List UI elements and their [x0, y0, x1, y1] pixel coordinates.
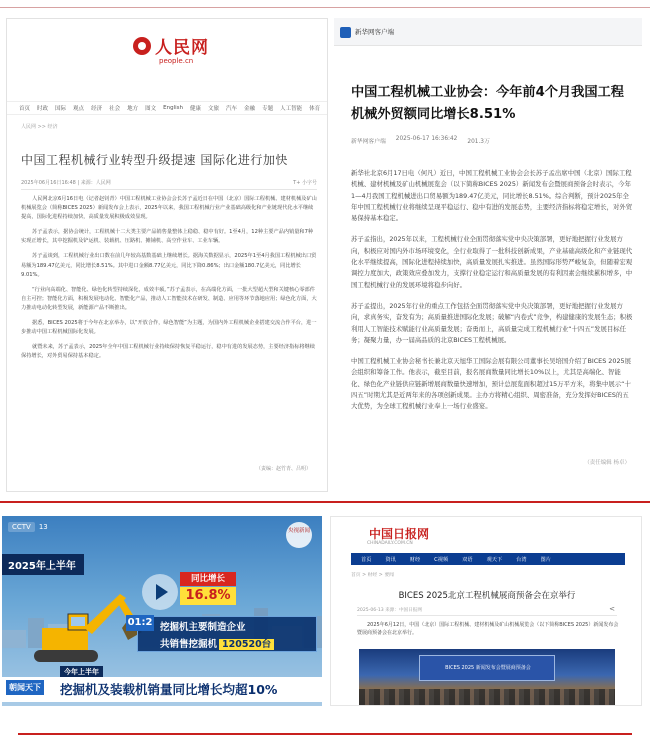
chinadaily-nav-item[interactable]: 财经 — [409, 556, 421, 563]
share-icon[interactable]: < — [609, 605, 615, 613]
xinhua-meta-datetime: 2025-06-17 16:36:42 — [395, 136, 458, 142]
people-nav-item[interactable]: 观点 — [73, 106, 85, 112]
people-paragraph: 据悉，BICES 2025将于今年在北京举办，以“开放合作，绿色智能”为主题，为国内外工程机械企业搭建交流合作平台，进一步推动中国工程机械国际化发展。 — [21, 320, 317, 336]
stat-line-2 — [160, 636, 274, 650]
stage-screen-caption: BICES 2025 新闻发布会暨展商预备会 — [445, 665, 531, 671]
lower-third — [2, 666, 322, 706]
news-video-frame[interactable] — [2, 516, 322, 706]
people-meta-source: 2025年06月16日16:48 | 来源：人民网 — [21, 180, 111, 186]
people-article-title: 中国工程机械行业转型升级提速 国际化进行加快 — [21, 153, 288, 167]
xinhua-article-screenshot — [334, 18, 642, 492]
chinadaily-divider — [357, 615, 617, 616]
people-editor: （责编：赵竹青、吕明） — [255, 466, 311, 472]
conference-photo — [359, 649, 615, 706]
stage-screen — [419, 655, 555, 681]
xinhua-paragraph: 中国工程机械工业协会秘书长兼北京天旭华工国际会展有限公司董事长吴培国介绍了BICES 2025展会组织和筹备工作。他表示，截至目前，报名展商数量同比增长10%以上，尤其是高端化、智能化、绿色化产业链供应链新增展商数量快速增加，预计总展览面积超过15万平方米，将集中展示“十四五”时期尤其是近两年来的各项创新成果。主办方将精心组织、周密准备，充分发挥好BICES的五大优势，为全球工程机械行业奉上一场行业盛宴。 — [351, 357, 631, 411]
people-nav-item[interactable]: 时政 — [37, 106, 49, 112]
audience — [359, 689, 615, 706]
xinhua-editor: （责任编辑 杨卓） — [584, 460, 630, 466]
xinhua-article-meta — [351, 136, 490, 145]
people-nav-item[interactable]: English — [163, 105, 183, 111]
xinhua-paragraph: 新华社北京6月17日电（何凡）近日，中国工程机械工业协会会长苏子孟出席中国（北京）国际工程机械、建材机械及矿山机械展览会（以下简称BICES 2025）新闻发布会暨展商预备会时表示，今年1—4月我国工程机械进出口贸易额为189.47亿美元，同比增长8.51%。综合判断，预计2025年全年中国工程机械行业将继续呈现平稳运行、稳中有进的发展态势，主要经济指标将稳定增长，对外贸易保持基本稳定。 — [351, 169, 633, 223]
people-logo[interactable] — [133, 33, 213, 71]
people-article-body — [21, 195, 317, 367]
people-nav-item[interactable]: 金融 — [244, 106, 256, 112]
stat-tag: 01:2 — [126, 615, 154, 631]
people-paragraph: “行业向高端化、智能化、绿色化转型持续深化，成效丰硕。”苏子孟表示，在高端化方面，一批大型超大型和关键核心零部件自主可控；智能化方面，积极发展电动化、智能化产品，推动人工智能技术在研发、制造、应用等环节落地应用；绿色化方面，大力推动电动化转型发展，新能源产品不断推出。 — [21, 286, 317, 311]
program-logo: 朝闻天下 — [6, 680, 44, 695]
chinadaily-logo-sub: CHINADAILY.COM.CN — [367, 541, 413, 546]
xinhua-app-name[interactable]: 新华网客户端 — [355, 28, 394, 36]
xinhua-article-body — [351, 168, 633, 423]
stat-line-2-prefix: 共销售挖掘机 — [160, 639, 218, 650]
people-font-size-toggle[interactable]: T+ 小字号 — [293, 180, 317, 186]
people-article-screenshot — [6, 18, 328, 492]
people-paragraph: 苏子孟谈到，工程机械行业出口数在前几年较高基数基础上继续增长。据海关数据显示，2025年1至4月我国工程机械出口贸易额为189.47亿美元，同比增长8.51%。其中进口金额8.77亿美元，同比下降0.86%；出口金额180.7亿美元，同比增长9.01%。 — [21, 253, 317, 278]
chinadaily-nav-item[interactable]: 图片 — [540, 556, 551, 563]
people-nav — [7, 101, 328, 115]
sales-stat-panel — [127, 616, 317, 652]
people-article-meta — [21, 179, 317, 186]
chinadaily-breadcrumb[interactable]: 首页 > 财经 > 要闻 — [351, 573, 394, 578]
xinhua-meta-source: 新华网客户端 — [351, 139, 386, 145]
people-logo-sub: people.cn — [159, 57, 194, 65]
chinadaily-article-screenshot — [330, 516, 642, 706]
yoy-label: 同比增长 — [180, 572, 236, 586]
people-logo-text: 人民网 — [155, 38, 209, 58]
people-paragraph: 人民网北京6月16日电（记者赵钊青）中国工程机械工业协会会长苏子孟近日在中国（北京）国际工程机械、建材机械及矿山机械展览会（简称BICES 2025）新闻发布会上表示，2025年以来，我国工程机械行业产业基础高级化和产业链现代化水平继续提高，国际化进程持续加快，高质量发展积极成效显现。 — [21, 196, 317, 221]
lower-third-headline: 挖掘机及装载机销量同比增长均超10% — [60, 682, 278, 697]
chinadaily-nav-item[interactable]: 双语 — [462, 556, 473, 563]
people-nav-item[interactable]: 文旅 — [208, 106, 220, 112]
bottom-divider — [18, 733, 632, 735]
corner-badge: 央视新闻 — [286, 522, 312, 548]
chinadaily-article-body: 2025年6月12日，中国（北京）国际工程机械、建材机械及矿山机械展览会（以下简称BICES 2025）新闻发布会暨展商预备会在北京举行。 — [357, 622, 619, 637]
xinhua-app-icon — [340, 27, 351, 38]
top-divider — [0, 7, 650, 8]
channel-name: CCTV — [8, 522, 35, 532]
people-paragraph: 苏子孟表示，据协会统计，工程机械十二大类主要产品销售量整体上稳稳、稳中有好。1至4月，12种主要产品内销量和7种实现正增长，其中挖掘机及铲运机、装载机、压路机、摊铺机、高空作业车、工业车辆。 — [21, 229, 314, 245]
xinhua-paragraph: 苏子孟指出，2025年以来，工程机械行业全面贯彻落实党中央决策部署，更好地把握行业发展方向，积极应对国内外市场环境变化，全行业取得了一批科技创新成果，产业基础高级化和产业链现代化水平继续提高，国际化进程持续加快，高质量发展扎实推进。虽然国际形势严峻复杂，但随着宏观调控力度加大，政策效应叠加发力，支撑行业稳定运行和高质量发展的有利因素会继续累积增多，中国工程机械行业的发展环境将稳步向好。 — [351, 235, 633, 289]
chinadaily-article-meta: 2025-06-13 来源：中国日报网 — [357, 608, 422, 613]
lower-third-subtitle: 今年上半年 — [60, 666, 103, 678]
people-nav-item[interactable]: 图文 — [145, 106, 157, 112]
people-nav-item[interactable]: 地方 — [127, 106, 139, 112]
chinadaily-nav-item[interactable]: 首页 — [361, 556, 372, 563]
channel-number: 13 — [38, 523, 48, 531]
people-nav-item[interactable]: 健康 — [190, 106, 202, 112]
people-divider — [21, 189, 317, 190]
yoy-value: 16.8% — [180, 587, 236, 605]
chinadaily-article-title: BICES 2025北京工程机械展商预备会在京举行 — [398, 591, 576, 601]
chinadaily-nav-item[interactable]: 台湾 — [516, 556, 527, 563]
xinhua-article-title: 中国工程机械工业协会：今年前4个月我国工程机械外贸额同比增长8.51% — [351, 85, 624, 122]
people-paragraph: 就暨未来，苏子孟表示，2025年全年中国工程机械行业持续保持恢复平稳运行，稳中有进的发展态势，主要经济指标将继续保持增长，对外贸易保持基本稳定。 — [21, 344, 315, 360]
xinhua-app-bar — [334, 18, 642, 46]
chinadaily-logo[interactable]: 中国日报网 — [369, 527, 430, 541]
xinhua-meta-views: 201.3万 — [467, 139, 490, 145]
people-nav-item[interactable]: 汽车 — [226, 106, 238, 112]
people-nav-item[interactable]: 专题 — [262, 106, 274, 112]
people-logo-icon — [133, 37, 151, 55]
people-nav-item[interactable]: 国际 — [55, 106, 67, 112]
stat-line-1: 挖掘机主要制造企业 — [160, 622, 246, 633]
people-nav-item[interactable]: 人工智能 — [280, 106, 303, 112]
chinadaily-nav — [351, 553, 625, 565]
chinadaily-nav-item[interactable]: 观天下 — [486, 556, 503, 563]
people-nav-item[interactable]: 社会 — [109, 106, 121, 112]
stat-line-2-value: 120520台 — [219, 639, 274, 650]
chinadaily-nav-item[interactable]: C视频 — [434, 556, 449, 563]
period-badge: 2025年上半年 — [2, 554, 84, 575]
chinadaily-nav-item[interactable]: 资讯 — [385, 556, 396, 563]
xinhua-paragraph: 苏子孟提出，2025年行业的重点工作包括全面贯彻落实党中央决策部署，更好地把握行业发展方向，求真务实，奋发有为；高质量推进国际化发展；破解“内卷式”竞争，构建健康的发展生态；积极利用人工智能技术赋能行业高质量发展；奋勇而上，高质量完成工程机械行业“十四五”发展目标任务；凝聚力量，办一届高品质的北京BICES工程机械展。 — [351, 301, 633, 344]
yoy-growth-card — [178, 572, 238, 606]
people-breadcrumb[interactable]: 人民网 >> 经济 — [21, 124, 58, 130]
channel-bug — [8, 522, 48, 532]
people-nav-item[interactable]: 体育 — [309, 106, 321, 112]
middle-divider — [0, 501, 650, 503]
people-nav-item[interactable]: 首页 — [19, 106, 31, 112]
play-icon[interactable] — [142, 574, 178, 610]
people-nav-item[interactable]: 经济 — [91, 106, 103, 112]
